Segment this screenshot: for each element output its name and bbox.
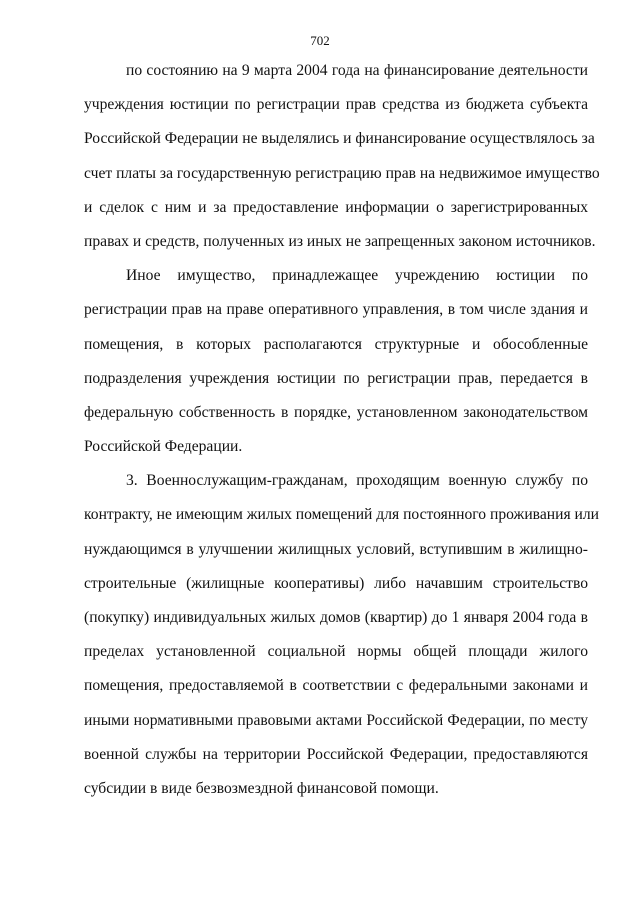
text-line: Иное имущество, принадлежащее учреждению юстиции по (126, 267, 588, 285)
text-line: помещения, предоставляемой в соответствии с федеральными законами и (84, 677, 588, 695)
paragraph-property (84, 259, 588, 464)
text-line: 3. Военнослужащим-гражданам, проходящим военную службу по (126, 472, 588, 490)
document-body (84, 54, 600, 806)
text-line: (покупку) индивидуальных жилых домов (квартир) до 1 января 2004 года в (84, 609, 588, 626)
text-line: нуждающимся в улучшении жилищных условий, вступившим в жилищно- (84, 540, 588, 558)
text-line: субсидии в виде безвозмездной финансовой помощи. (84, 779, 439, 797)
text-line: Российской Федерации не выделялись и финансирование осуществлялось за (84, 130, 595, 148)
text-line: регистрации прав на праве оперативного управления, в том числе здания и (84, 301, 588, 319)
text-line: Российской Федерации. (84, 438, 243, 456)
text-line: по состоянию на 9 марта 2004 года на финансирование деятельности (126, 62, 588, 79)
text-line: федеральную собственность в порядке, установленном законодательством (84, 403, 588, 421)
text-line: пределах установленной социальной нормы общей площади жилого (84, 643, 588, 661)
paragraph-item-3 (84, 464, 599, 806)
page-number: 702 (310, 33, 330, 48)
text-line: военной службы на территории Российской Федерации, предоставляются (84, 745, 588, 763)
text-line: строительные (жилищные кооперативы) либо начавшим строительство (84, 574, 588, 592)
text-line: учреждения юстиции по регистрации прав средства из бюджета субъекта (84, 96, 588, 114)
text-line: иными нормативными правовыми актами Российской Федерации, по месту (84, 711, 588, 729)
paragraph-continuation (84, 54, 600, 259)
text-line: и сделок с ним и за предоставление информации о зарегистрированных (84, 198, 588, 216)
text-line: контракту, не имеющим жилых помещений для постоянного проживания или (84, 506, 599, 524)
text-line: подразделения учреждения юстиции по регистрации прав, передается в (84, 369, 588, 387)
text-line: счет платы за государственную регистрацию прав на недвижимое имущество (84, 164, 600, 182)
text-line: помещения, в которых располагаются структурные и обособленные (84, 335, 588, 353)
text-line: правах и средств, полученных из иных не запрещенных законом источников. (84, 232, 596, 250)
